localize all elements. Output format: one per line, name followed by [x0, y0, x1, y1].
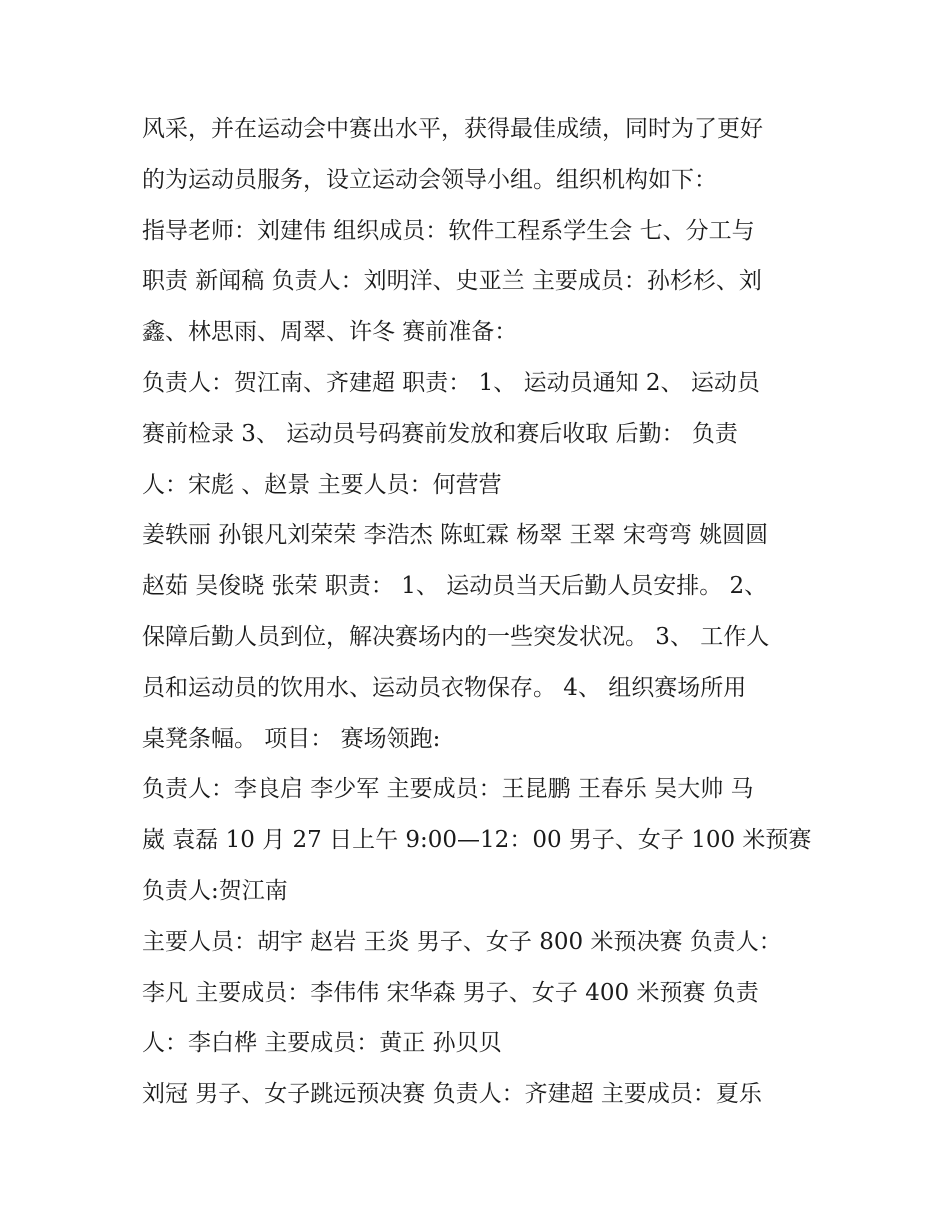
text-line: 姜轶丽 孙银凡刘荣荣 李浩杰 陈虹霖 杨翠 王翠 宋弯弯 姚圆圆	[142, 522, 769, 549]
text-line: 员和运动员的饮用水、运动员衣物保存。 4、 组织赛场所用	[142, 674, 747, 701]
text-line: 职责 新闻稿 负责人：刘明洋、史亚兰 主要成员：孙杉杉、刘	[142, 268, 762, 295]
text-line: 桌凳条幅。 项目： 赛场领跑:	[142, 725, 441, 752]
body-text	[142, 104, 822, 1120]
text-line: 崴 袁磊 10 月 27 日上午 9:00—12：00 男子、女子 100 米预赛	[142, 827, 812, 854]
text-line: 赵茹 吴俊晓 张荣 职责： 1、 运动员当天后勤人员安排。 2、	[142, 573, 768, 600]
text-line: 负责人：李良启 李少军 主要成员：王昆鹏 王春乐 吴大帅 马	[142, 776, 754, 803]
text-line: 人：宋彪 、赵景 主要人员：何营营	[142, 471, 502, 498]
text-line: 保障后勤人员到位，解决赛场内的一些突发状况。 3、 工作人	[142, 623, 770, 650]
text-line: 刘冠 男子、女子跳远预决赛 负责人：齐建超 主要成员：夏乐	[142, 1081, 762, 1108]
text-line: 赛前检录 3、 运动员号码赛前发放和赛后收取 后勤： 负责	[142, 420, 738, 447]
text-line: 的为运动员服务，设立运动会领导小组。组织机构如下：	[142, 166, 717, 193]
text-line: 鑫、林思雨、周翠、许冬 赛前准备：	[142, 319, 518, 346]
text-line: 负责人:贺江南	[142, 877, 288, 904]
text-line: 主要人员：胡宇 赵岩 王炎 男子、女子 800 米预决赛 负责人：	[142, 928, 782, 955]
text-line: 李凡 主要成员：李伟伟 宋华森 男子、女子 400 米预赛 负责	[142, 979, 759, 1006]
text-line: 指导老师：刘建伟 组织成员：软件工程系学生会 七、分工与	[142, 217, 755, 244]
text-line: 负责人：贺江南、齐建超 职责： 1、 运动员通知 2、 运动员	[142, 369, 760, 396]
text-line: 人：李白桦 主要成员：黄正 孙贝贝	[142, 1030, 502, 1057]
text-line: 风采，并在运动会中赛出水平，获得最佳成绩，同时为了更好	[142, 116, 763, 142]
